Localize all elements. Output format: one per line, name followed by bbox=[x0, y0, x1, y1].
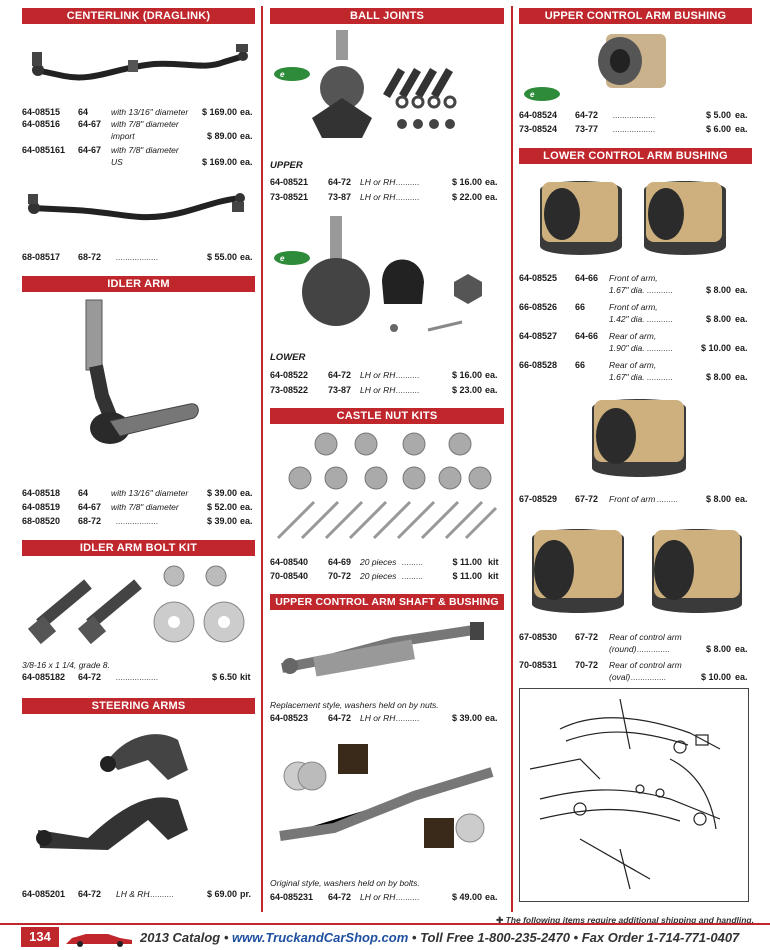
upper-bushing-image bbox=[520, 28, 750, 104]
section-header-upper-bushing: UPPER CONTROL ARM BUSHING bbox=[519, 8, 752, 24]
shipping-note: ✚ The following items require additional shipping and handling. bbox=[496, 915, 754, 925]
lower-bushing-image-2 bbox=[586, 392, 696, 482]
section-header-steering-arms: STEERING ARMS bbox=[22, 698, 255, 714]
svg-text:e: e bbox=[280, 70, 285, 79]
section-header-centerlink: CENTERLINK (DRAGLINK) bbox=[22, 8, 255, 24]
svg-text:e: e bbox=[280, 254, 285, 263]
idler-arm-section bbox=[22, 276, 255, 292]
section-header-shaft-kit: UPPER CONTROL ARM SHAFT & BUSHING KIT bbox=[270, 594, 504, 610]
section-header-lower-bushing: LOWER CONTROL ARM BUSHING bbox=[519, 148, 752, 164]
section-header-ball-joints: BALL JOINTS bbox=[270, 8, 504, 24]
plus-icon: ✚ bbox=[496, 915, 506, 925]
website-link[interactable]: www.TruckandCarShop.com bbox=[232, 930, 409, 945]
bolt-spec-note: 3/8-16 x 1 1/4, grade 8. bbox=[22, 660, 110, 670]
lower-bushing-section bbox=[519, 148, 752, 164]
lower-bushing-image-3 bbox=[524, 520, 750, 620]
car-logo-icon bbox=[64, 928, 134, 948]
castle-nut-image bbox=[274, 428, 500, 548]
ecode-logo bbox=[274, 67, 310, 81]
idler-bolt-image bbox=[28, 564, 248, 654]
idler-arm-image bbox=[80, 296, 210, 456]
column-divider bbox=[511, 6, 513, 912]
replacement-style-note: Replacement style, washers held on by nuts. bbox=[270, 700, 439, 710]
svg-text:e: e bbox=[530, 90, 535, 99]
column-1 bbox=[22, 8, 255, 24]
column-divider bbox=[261, 6, 263, 912]
centerlink-image bbox=[24, 40, 249, 98]
ecode-logo bbox=[274, 251, 310, 265]
shaft-kit-section bbox=[270, 594, 504, 624]
lower-ball-joint-image bbox=[272, 212, 502, 347]
ecode-logo bbox=[524, 87, 560, 101]
lower-label: LOWER bbox=[270, 352, 306, 363]
section-header-idler-arm: IDLER ARM bbox=[22, 276, 255, 292]
steering-arms-image bbox=[28, 720, 248, 870]
idler-bolt-section bbox=[22, 540, 255, 556]
ball-joints-section bbox=[270, 8, 504, 24]
lower-bushing-image-1 bbox=[532, 172, 742, 262]
upper-label: UPPER bbox=[270, 160, 303, 171]
page-number: 134 bbox=[21, 927, 59, 947]
suspension-diagram bbox=[519, 688, 749, 902]
footer-contact: 2013 Catalog • www.TruckandCarShop.com • Toll Free 1-800-235-2470 • Fax Order 1-714-771-0407 bbox=[140, 930, 740, 945]
footer-rule bbox=[0, 923, 770, 925]
upper-ball-joint-image bbox=[272, 28, 502, 158]
suspension-diagram-drawing bbox=[520, 689, 748, 901]
shaft-kit-image-replacement bbox=[274, 618, 500, 688]
section-header-idler-bolt: IDLER ARM BOLT KIT bbox=[22, 540, 255, 556]
upper-bushing-section bbox=[519, 8, 752, 24]
shaft-kit-image-original bbox=[274, 736, 500, 866]
original-style-note: Original style, washers held on by bolts. bbox=[270, 878, 420, 888]
centerlink-image-2 bbox=[24, 186, 249, 230]
steering-arms-section bbox=[22, 698, 255, 714]
page-footer bbox=[0, 913, 770, 950]
section-header-castle-nut: CASTLE NUT KITS bbox=[270, 408, 504, 424]
castle-nut-section bbox=[270, 408, 504, 424]
